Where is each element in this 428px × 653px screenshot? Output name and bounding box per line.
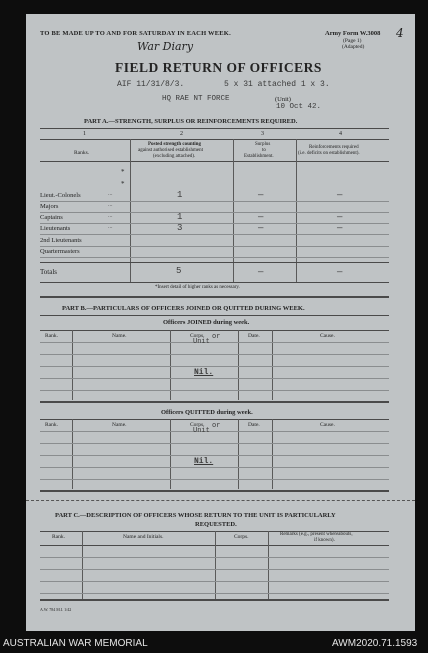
col-number-2: 2 (180, 131, 183, 137)
reference-typed: AIF 11/31/8/3. (117, 80, 185, 89)
perforation (26, 500, 415, 501)
part-c-title-1: PART C.—DESCRIPTION OF OFFICERS WHOSE RETURN TO THE UNIT IS PARTICULARLY (55, 512, 336, 519)
row-rule (40, 354, 389, 355)
surplus-value: — (258, 223, 264, 233)
rule (40, 128, 389, 129)
row-rule (40, 467, 389, 468)
reinf-value: — (337, 223, 343, 233)
quitted-col-header: Date. (248, 422, 260, 428)
rank-label: Lieutenants (40, 225, 71, 232)
posted-value: 3 (177, 223, 183, 233)
rule-thick (40, 599, 389, 601)
footnote: *Insert detail of higher ranks as necessary. (155, 285, 240, 290)
part-c-title-2: REQUESTED. (195, 521, 237, 528)
part-a-title: PART A.—STRENGTH, SURPLUS OR REINFORCEMENTS REQUIRED. (84, 118, 298, 125)
joined-col-header: Date. (248, 333, 260, 339)
rule (40, 330, 389, 331)
row-rule (40, 479, 389, 480)
totals-label: Totals (40, 268, 58, 276)
page-mark: 4 (396, 26, 404, 40)
part-c-col-corps: Corps. (234, 534, 249, 540)
col-number-4: 4 (339, 131, 342, 137)
star-mark: * (121, 180, 125, 188)
part-c-col-remarks-2: if known). (314, 538, 335, 543)
part-c-col-remarks-1: Remarks (e.g., present whereabouts, (280, 532, 353, 537)
quitted-col-header: Name. (112, 422, 127, 428)
column-divider (130, 139, 131, 282)
col-number-1: 1 (83, 131, 86, 137)
col-posted-header-3: (excluding attached). (153, 154, 196, 159)
date-typed: 10 Oct 42. (276, 103, 322, 111)
star-mark: * (121, 168, 125, 176)
joined-col-header: Corps. (190, 333, 205, 339)
col-surplus-header-2: to (262, 148, 266, 153)
row-rule (40, 557, 389, 558)
joined-col-header: Rank. (45, 333, 58, 339)
rank-leader: ... (108, 224, 113, 230)
rule (40, 161, 389, 162)
posted-value: 1 (177, 212, 183, 222)
row-rule (40, 342, 389, 343)
quitted-unit-typed: Unit (193, 427, 210, 435)
part-c-col-name: Name and Initials. (123, 534, 164, 540)
row-rule (40, 246, 389, 247)
row-rule (40, 390, 389, 391)
rank-label: Quartermasters (40, 248, 80, 255)
row-rule (40, 378, 389, 379)
rank-leader: ... (108, 191, 113, 197)
row-rule (40, 593, 389, 594)
col-surplus-header-1: Surplus (255, 142, 271, 147)
joined-col-header: Cause. (320, 333, 335, 339)
rule-thick (40, 296, 389, 298)
col-reinf-header-2: (i.e. deficits on establishment). (298, 151, 360, 156)
rank-leader: ... (108, 213, 113, 219)
column-divider (215, 531, 216, 599)
column-divider (233, 139, 234, 282)
rule (40, 419, 389, 420)
column-divider (82, 531, 83, 599)
joined-col-header: Name. (112, 333, 127, 339)
row-rule (40, 569, 389, 570)
quitted-nil-typed: Nil. (194, 457, 214, 466)
joined-or-typed: or (212, 333, 221, 341)
surplus-value: — (258, 212, 264, 222)
quitted-col-header: Cause. (320, 422, 335, 428)
rule (40, 139, 389, 140)
part-b-title: PART B.—PARTICULARS OF OFFICERS JOINED OR QUITTED DURING WEEK. (62, 305, 305, 312)
quitted-or-typed: or (212, 422, 221, 430)
rank-label: 2nd Lieutenants (40, 237, 82, 244)
unit-typed: HQ RAE NT FORCE (162, 95, 230, 103)
totals-posted: 5 (176, 266, 182, 276)
joined-unit-typed: Unit (193, 338, 210, 346)
quitted-col-header: Corps. (190, 422, 205, 428)
row-rule (40, 455, 389, 456)
footer-accession-number: AWM2020.71.1593 (332, 638, 418, 649)
column-divider (296, 139, 297, 282)
form-title: FIELD RETURN OF OFFICERS (115, 60, 322, 75)
form-page: (Page 1) (343, 38, 362, 44)
col-reinf-header-1: Reinforcements required (309, 145, 359, 150)
row-rule (40, 257, 389, 258)
rule-thick (40, 490, 389, 492)
posted-value: 1 (177, 190, 183, 200)
rank-leader: ... (108, 202, 113, 208)
row-rule (40, 443, 389, 444)
handwritten-note: War Diary (137, 40, 194, 53)
print-code: A.W. 784 M.I. 1/42 (40, 607, 72, 612)
rank-label: Captains (40, 214, 63, 221)
rank-label: Majors (40, 203, 59, 210)
footer-institution: AUSTRALIAN WAR MEMORIAL (3, 638, 148, 649)
quitted-title: Officers QUITTED during week. (161, 409, 253, 416)
rule-thick (40, 401, 389, 403)
form-number: Army Form W.3008 (325, 30, 381, 37)
rule (40, 282, 389, 283)
quitted-col-header: Rank. (45, 422, 58, 428)
reinf-value: — (337, 212, 343, 222)
column-divider (268, 531, 269, 599)
attached-typed: 5 x 31 attached 1 x 3. (224, 80, 330, 89)
row-rule (40, 366, 389, 367)
col-number-3: 3 (261, 131, 264, 137)
joined-title: Officers JOINED during week. (163, 319, 250, 326)
form-adapted: (Adapted) (342, 44, 365, 50)
row-rule (40, 201, 389, 202)
col-ranks-header: Ranks. (74, 150, 90, 156)
reinf-value: — (337, 190, 343, 200)
col-surplus-header-3: Establishment. (244, 154, 274, 159)
rule (40, 262, 389, 263)
rule (40, 315, 389, 316)
rank-label: Lieut.-Colonels (40, 192, 81, 199)
row-rule (40, 234, 389, 235)
totals-reinf: — (337, 267, 343, 277)
totals-surplus: — (258, 267, 264, 277)
col-posted-header-1: Posted strength counting (148, 142, 201, 147)
top-note: TO BE MADE UP TO AND FOR SATURDAY IN EACH WEEK. (40, 30, 231, 37)
surplus-value: — (258, 190, 264, 200)
unit-label: (Unit) (275, 96, 291, 103)
part-c-col-rank: Rank. (52, 534, 65, 540)
row-rule (40, 581, 389, 582)
joined-nil-typed: Nil. (194, 368, 214, 377)
col-posted-header-2: against authorised establishment (138, 148, 203, 153)
row-rule (40, 431, 389, 432)
